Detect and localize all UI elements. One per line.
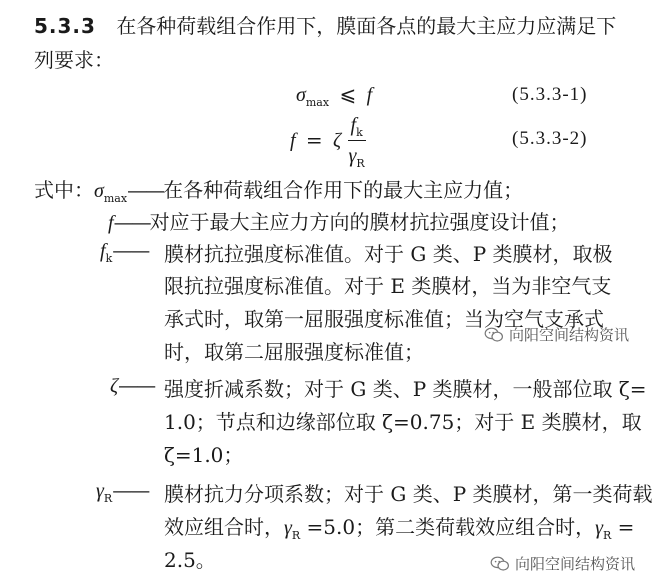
eq1-sigma-sub: max xyxy=(305,96,330,109)
equation-2 xyxy=(290,112,366,170)
sigma-symbol: σ xyxy=(94,180,104,202)
watermark-2-text: 向阳空间结构资讯 xyxy=(515,555,636,573)
fk-symbol: f xyxy=(100,240,106,262)
f-text: 对应于最大主应力方向的膜材抗拉强度设计值； xyxy=(149,210,570,234)
definitions-intro: 式中： xyxy=(34,178,94,202)
gamma-symbol: γ xyxy=(96,480,104,502)
clause-text-1: 在各种荷载组合作用下，膜面各点的最大主应力应满足下 xyxy=(116,14,617,38)
f-symbol: f xyxy=(108,212,114,234)
clause-line-1 xyxy=(34,10,616,39)
eq2-denominator: $\gamma_R$ xyxy=(348,145,365,170)
zeta-term xyxy=(110,373,154,398)
eq1-sigma: σ xyxy=(296,84,306,106)
definition-f xyxy=(108,206,570,235)
watermark-2 xyxy=(490,553,635,574)
eq2-numerator: $f_k$ xyxy=(348,112,366,141)
watermark-1 xyxy=(484,324,629,345)
gamma-dash: —— xyxy=(112,478,149,502)
fk-line-3: 承式时，取第一屈服强度标准值；当为空气支承式 xyxy=(164,307,604,331)
clause-number: 5.3.3 xyxy=(34,14,96,38)
sigma-text: 在各种荷载组合作用下的最大主应力值； xyxy=(163,178,524,202)
equation-1-number: (5.3.3-1) xyxy=(512,84,588,105)
gamma-line-3: 2.5。 xyxy=(164,548,216,572)
clause-text-2: 列要求： xyxy=(34,48,114,72)
fk-line-4: 时，取第二屈服强度标准值； xyxy=(164,340,424,364)
gamma-term xyxy=(96,478,148,505)
eq1-relation: ⩽ xyxy=(339,82,357,106)
definition-sigma xyxy=(34,174,523,205)
equation-2-number: (5.3.3-2) xyxy=(512,128,588,149)
zeta-line-1: 强度折减系数；对于 G 类、P 类膜材，一般部位取 ζ= xyxy=(164,377,647,401)
sigma-sub: max xyxy=(103,192,128,205)
wechat-icon xyxy=(484,327,504,343)
equation-1 xyxy=(296,82,372,109)
zeta-line-3: ζ=1.0； xyxy=(164,443,244,467)
zeta-dash: —— xyxy=(118,373,155,397)
gamma-line-1: 膜材抗力分项系数；对于 G 类、P 类膜材，第一类荷载 xyxy=(164,482,653,506)
eq2-fraction xyxy=(348,112,366,170)
zeta-symbol: ζ xyxy=(110,375,119,397)
fk-sub: k xyxy=(105,252,113,265)
fk-term xyxy=(100,238,148,265)
fk-line-1: 膜材抗拉强度标准值。对于 G 类、P 类膜材，取极 xyxy=(164,242,613,266)
fk-dash: —— xyxy=(112,238,149,262)
watermark-1-text: 向阳空间结构资讯 xyxy=(509,326,630,344)
gamma-sub: R xyxy=(103,492,113,505)
eq2-zeta: ζ xyxy=(333,129,342,152)
eq1-rhs: f xyxy=(366,84,373,106)
zeta-line-2: 1.0；节点和边缘部位取 ζ=0.75；对于 E 类膜材，取 xyxy=(164,410,642,434)
f-dash: —— xyxy=(113,210,150,234)
wechat-icon xyxy=(490,556,510,572)
gamma-line-2: 效应组合时，$\gamma_R =5.0$；第二类荷载效应组合时，$\gamma_R$ = xyxy=(164,515,635,542)
eq2-equals: = xyxy=(305,127,323,152)
sigma-dash: —— xyxy=(127,178,164,202)
fk-line-2: 限抗拉强度标准值。对于 E 类膜材，当为非空气支 xyxy=(164,274,612,298)
eq2-lhs: f xyxy=(290,129,296,152)
